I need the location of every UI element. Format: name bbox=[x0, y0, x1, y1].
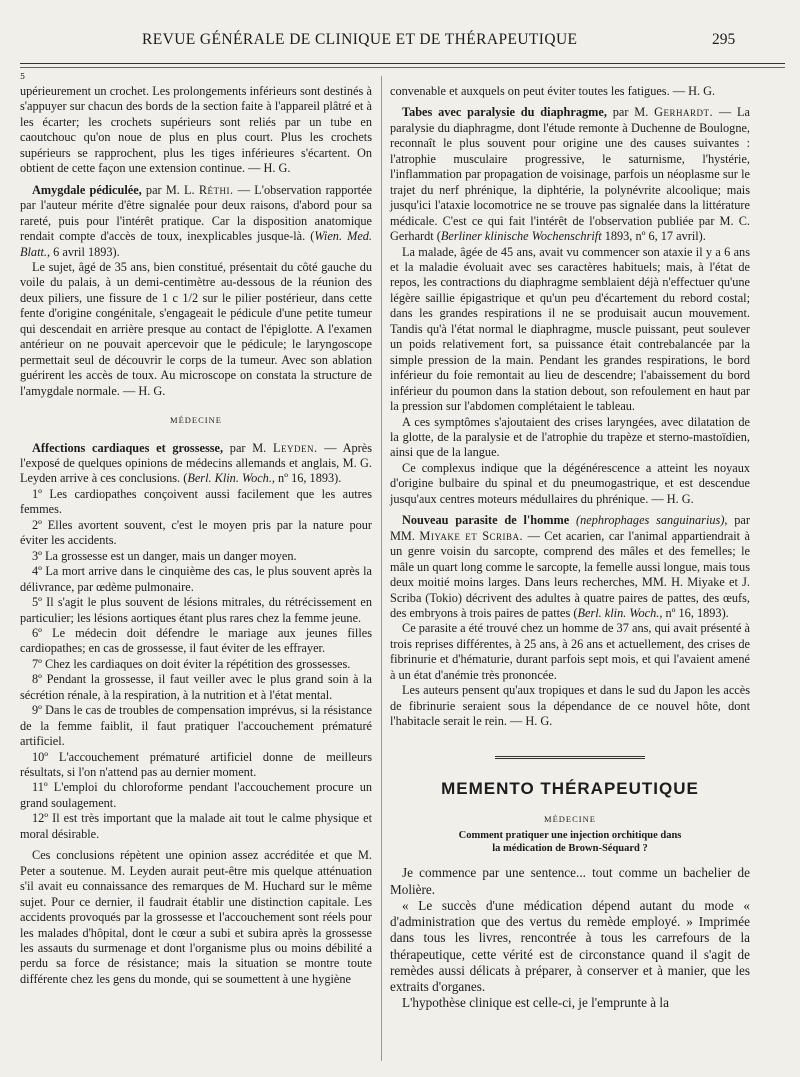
header-rule-thin bbox=[20, 67, 785, 68]
memento-title: MEMENTO THÉRAPEUTIQUE bbox=[441, 778, 699, 798]
header-rule bbox=[20, 63, 785, 64]
article-tabes: Tabes avec paralysie du diaphragme, par M. Gerhardt. — La paralysie du diaphragme, dont l'étude remonte à Duchenne de Boulogne, reconnaît le plus souvent pour origine une des causes suivantes : l'atrophie musculaire progressive, le saturnisme, l'hystérie, l'inflammation par propagation de voisinage, parfois un néoplasme sur le trajet du nerf phrénique, la diphtérie, la polynévrite alcoolique; mais jusqu'ici l'ataxie locomotrice ne se trouve pas signalée dans la littérature médicale. C'est ce qui fait l'intérêt de l'observation publiée par M. C. Gerhardt (Berliner klinische Wochenschrift 1893, nº 6, 17 avril). bbox=[390, 105, 750, 244]
paragraph: convenable et auxquels on peut éviter toutes les fatigues. — H. G. bbox=[390, 84, 716, 98]
article-title: Affections cardiaques et grossesse, bbox=[32, 440, 224, 455]
article-title: Amygdale pédiculée, bbox=[32, 182, 142, 197]
conclusion-item: 1º Les cardiopathes conçoivent aussi facilement que les autres femmes. bbox=[20, 486, 372, 517]
article-reference: Berl. Klin. Woch., bbox=[187, 471, 275, 486]
conclusion-item: 6º Le médecin doit défendre le mariage aux jeunes filles cardiopathes; en cas de grossesse, il faut éviter de les effrayer. bbox=[20, 625, 372, 656]
article-author: Leyden. bbox=[272, 440, 318, 455]
signature-mark: 5 bbox=[20, 72, 26, 81]
article-title: Nouveau parasite de l'homme bbox=[402, 513, 570, 528]
latin-name: (nephrophages sanguinarius), bbox=[576, 513, 728, 528]
conclusion-item: 11º L'emploi du chloroforme pendant l'accouchement procure un grand soulagement. bbox=[20, 780, 372, 810]
conclusion-item: 7º Chez les cardiaques on doit éviter la répétition des grossesses. bbox=[32, 656, 351, 671]
article-parasite: Nouveau parasite de l'homme (nephrophages sanguinarius), par MM. Miyake et Scriba. — Cet acarien, car l'animal appartiendrait à un genre voisin du sarcopte, comprend des mâles et des femelles; le mâle un quart long comme le sarcopte, la femelle aussi longue, mais tous deux moitié moins larges. Dans leurs recherches, MM. H. Miyake et J. Scriba (Tokio) décrivent des adultes à quatre paires de pattes, des œufs, des embryons à trois paires de pattes (Berl. klin. Woch., nº 16, 1893). bbox=[390, 513, 750, 620]
running-header bbox=[0, 31, 800, 55]
conclusion-item: 9º Dans le cas de troubles de compensation imprévus, si la résistance de la femme faiblit, il faut pratiquer l'accouchement prématuré artificiel. bbox=[20, 703, 372, 749]
article-reference: Berl. klin. Woch., bbox=[577, 605, 663, 620]
page-number: 295 bbox=[712, 31, 736, 48]
article-author: Miyake et Scriba. bbox=[419, 528, 524, 543]
memento-section-heading: MÉDECINE bbox=[544, 814, 596, 825]
section-heading-medecine: MÉDECINE bbox=[170, 415, 222, 426]
journal-title: REVUE GÉNÉRALE DE CLINIQUE ET DE THÉRAPEUTIQUE bbox=[142, 31, 578, 48]
conclusion-item: 8º Pendant la grossesse, il faut veiller avec le plus grand soin à la sécrétion rénale, à la respiration, à la nutrition et à l'état mental. bbox=[20, 672, 372, 702]
memento-rule bbox=[495, 756, 645, 759]
article-title: Tabes avec paralysie du diaphragme, bbox=[402, 105, 607, 120]
paragraph: « Le succès d'une médication dépend autant du mode « d'administration que des vertus du remède employé. » Imprimée dans tous les livres, rencontrée à tous les carrefours de la thérapeutique, cette vérité est de circonstance quand il s'agit de remèdes aussi délicats à préparer, à conserver et à manier, que les extraits d'organes. bbox=[390, 897, 750, 994]
paragraph: Ces conclusions répètent une opinion assez accréditée et que M. Peter a soutenue. M. Leyden aurait peut-être mis quelque atténuation s'il avait eu connaissance des remarques de M. Huchard sur le même sujet. Pour ce dernier, il faudrait établir une distinction capitale. Les accidents provoqués par la grossesse et l'accouchement sont réels pour les malades d'hôpital, dont le cœur a subi et subira après la grossesse les assauts du surmenage et dont l'organisme plus ou moins débilité a perdu sa force de résistance; mais la situation se montre toute différente chez les gens du monde, qui se soumettent à une hygiène bbox=[20, 848, 372, 986]
paragraph: Je commence par une sentence... tout comme un bachelier de Molière. bbox=[390, 865, 750, 897]
column-separator bbox=[381, 76, 382, 1061]
conclusion-item: 3º La grossesse est un danger, mais un danger moyen. bbox=[32, 548, 297, 563]
article-reference: Berliner klinische Wochenschrift bbox=[440, 229, 602, 244]
conclusion-item: 10º L'accouchement prématuré artificiel donne de meilleurs résultats, si l'on n'attend pas au dernier moment. bbox=[20, 749, 372, 780]
intro-paragraph: upérieurement un crochet. Les prolongements inférieurs sont destinés à s'appuyer sur chacun des bords de la section faite à l'appareil plâtré et à les écarter; les crochets supérieurs sont reliés par un tube en caoutchouc qu'on noue de plus en plus court. Plus les crochets supérieurs se rapprochent, plus les tiges inférieures s'écartent. On obtient de cette façon une extension continue. — H. G. bbox=[20, 84, 372, 176]
left-column bbox=[20, 84, 372, 987]
conclusion-item: 12º Il est très important que la malade ait tout le calme physique et moral désirable. bbox=[20, 811, 372, 841]
paragraph: Les auteurs pensent qu'aux tropiques et dans le sud du Japon les accès de fibrinurie seraient sous la dépendance de ce nouvel hôte, dont l'habitacle serait le rein. — H. G. bbox=[390, 683, 750, 729]
paragraph: Ce parasite a été trouvé chez un homme de 37 ans, qui avait présenté à trois reprises différentes, à 25 ans, à 26 ans et actuellement, des crises de fibrinurie et d'hématurie, durant parfois sept mois, et qui l'avaient amené à un état d'anémie très prononcée. bbox=[390, 621, 750, 682]
article-author: Gerhardt. bbox=[654, 105, 714, 120]
paragraph: Le sujet, âgé de 35 ans, bien constitué, présentait du côté gauche du voile du palais, à un demi-centimètre au-dessous de la réunion des deux piliers, une fissure de 1 c 1/2 sur le pilier postérieur, dans cette fente d'origine congénitale, s'engageait le pédicule d'une petite tumeur qui descendait en arrière presque au contact de l'épiglotte. A l'examen antérieur on ne pouvait apercevoir que le pédicule; le laryngoscope permettait seul de découvrir le corps de la tumeur. Avec son ablation guérirent les accès de toux. Au microscope on constata la structure de l'amygdale normale. — H. G. bbox=[20, 259, 372, 398]
paragraph: La malade, âgée de 45 ans, avait vu commencer son ataxie il y a 6 ans et la maladie évoluait avec ses caractères habituels; mais, à l'état de repos, les contractions du diaphragme semblaient déjà n'effectuer qu'une légère saillie épigastrique et qu'un peu d'écartement du rebord costal; dans les grandes respirations il ne se produisait aucun mouvement. Tandis qu'à l'état normal le diaphragme, muscle puissant, peut soulever un poids relativement fort, sa puissance était contrebalancée par la simple pression de la main. Pendant les grandes respirations, le bord inférieur du foie remontait au lieu de descendre; l'abaissement du bord inférieur du poumon dans la station debout, son refoulement en haut par la pression sur l'abdomen complétaient le tableau. bbox=[390, 244, 750, 414]
conclusion-item: 2º Elles avortent souvent, c'est le moyen pris par la nature pour éviter les accidents. bbox=[20, 517, 372, 548]
paragraph: Ce complexus indique que la dégénérescence a atteint les noyaux d'origine bulbaire du spinal et du pneumogastrique, et est descendue jusqu'aux centres moteurs médullaires du phrénique. — H. G. bbox=[390, 460, 750, 506]
article-author: Réthi. bbox=[198, 182, 234, 197]
paragraph: A ces symptômes s'ajoutaient des crises laryngées, avec dilatation de la glotte, de la paralysie et de l'atrophie du trapèze et sterno-mastoïdien, ainsi que de la langue. bbox=[390, 414, 750, 460]
article-affections: Affections cardiaques et grossesse, par M. Leyden. — Après l'exposé de quelques opinions de médecins allemands et anglais, M. G. Leyden arrive à ces conclusions. (Berl. Klin. Woch., nº 16, 1893). bbox=[20, 440, 372, 486]
conclusion-item: 4º La mort arrive dans le cinquième des cas, le plus souvent après la délivrance, par œdème pulmonaire. bbox=[20, 564, 372, 594]
memento-subtitle: Comment pratiquer une injection orchitique dans la médication de Brown-Séquard ? bbox=[458, 830, 682, 855]
article-reference: Wien. Med. Blatt., bbox=[20, 229, 372, 259]
conclusion-item: 5º Il s'agit le plus souvent de lésions mitrales, du rétrécissement en particulier; les lésions aortiques étant plus rares chez la femme jeune. bbox=[20, 595, 372, 625]
article-amygdale: Amygdale pédiculée, par M. L. Réthi. — L'observation rapportée par l'auteur mérite d'être signalée pour deux raisons, d'abord pour sa rareté, puis pour l'intérêt pratique. Car la disposition anatomique rendait compte d'accès de toux, inexplicables jusque-là. (Wien. Med. Blatt., 6 avril 1893). bbox=[20, 182, 372, 259]
right-column bbox=[390, 84, 750, 1011]
paragraph: L'hypothèse clinique est celle-ci, je l'emprunte à la bbox=[402, 995, 669, 1011]
